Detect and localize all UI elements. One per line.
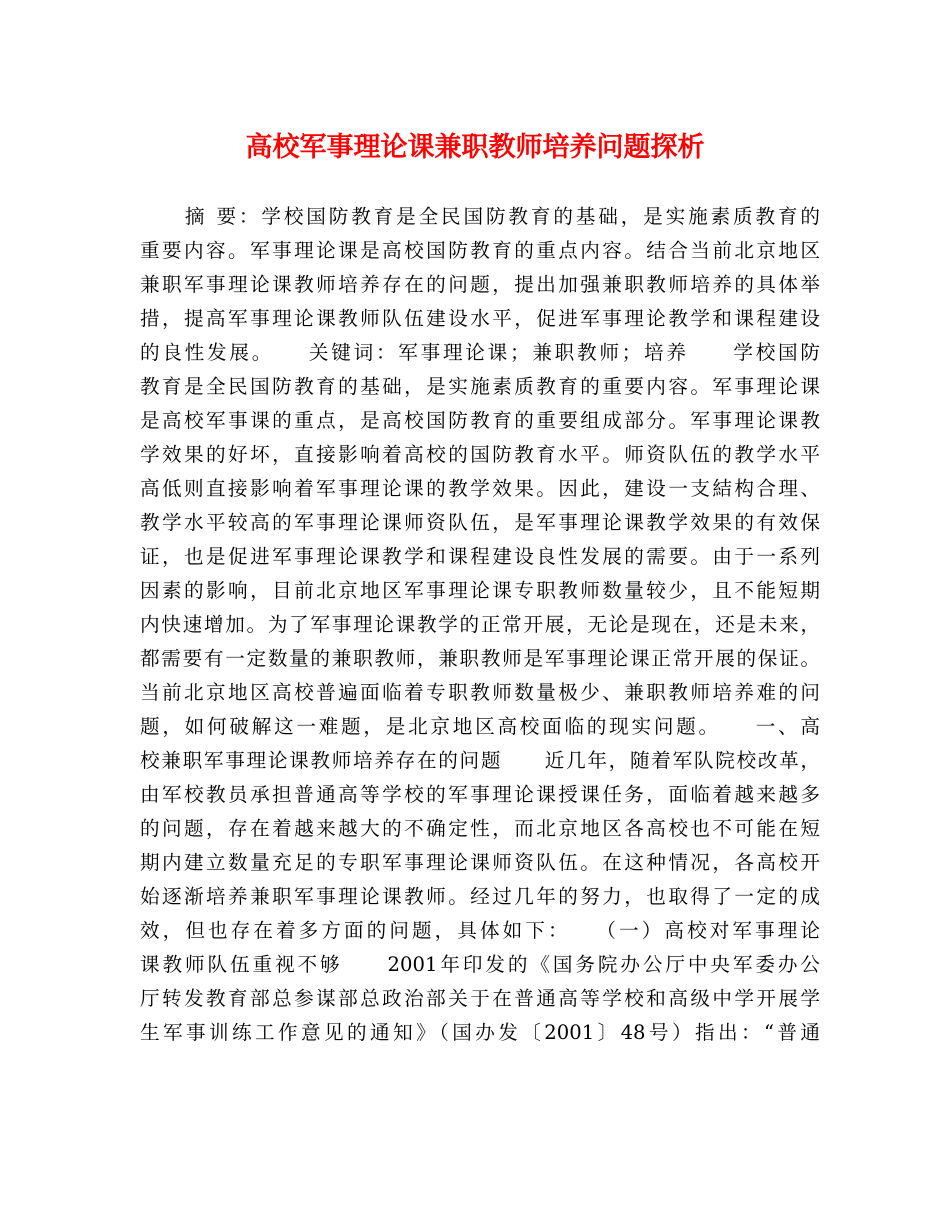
body-line: 当前北京地区高校普遍面临着专职教师数量极少、兼职教师培养难的问 xyxy=(140,681,820,704)
body-line: 生军事训练工作意见的通知》（国办发〔2001〕48号）指出：“普通 xyxy=(140,1021,820,1044)
body-line: 的良性发展。 关键词：军事理论课；兼职教师；培养 学校国防 xyxy=(140,341,820,364)
body-line: 学效果的好坏，直接影响着高校的国防教育水平。师资队伍的教学水平 xyxy=(140,443,820,466)
body-line: 课教师队伍重视不够 2001年印发的《国务院办公厅中央军委办公 xyxy=(140,953,820,976)
body-line: 高低则直接影响着军事理论课的教学效果。因此，建设一支結构合理、 xyxy=(140,477,820,500)
body-line: 都需要有一定数量的兼职教师，兼职教师是军事理论课正常开展的保证。 xyxy=(140,647,820,670)
body-line: 题，如何破解这一难题，是北京地区高校面临的现实问题。 一、高 xyxy=(140,715,820,738)
body-line: 因素的影响，目前北京地区军事理论课专职教师数量较少，且不能短期 xyxy=(140,579,820,602)
document-title: 高校军事理论课兼职教师培养问题探析 xyxy=(245,132,705,163)
body-line: 措，提高军事理论课教师队伍建设水平，促进军事理论教学和课程建设 xyxy=(140,307,820,330)
body-line: 内快速增加。为了军事理论课教学的正常开展，无论是现在，还是未来， xyxy=(140,613,820,636)
body-line: 教学水平较高的军事理论课师资队伍，是军事理论课教学效果的有效保 xyxy=(140,511,820,534)
body-line: 是高校军事课的重点，是高校国防教育的重要组成部分。军事理论课教 xyxy=(140,409,820,432)
body-line: 兼职军事理论课教师培养存在的问题，提出加强兼职教师培养的具体举 xyxy=(140,273,820,296)
body-line: 的问题，存在着越来越大的不确定性，而北京地区各高校也不可能在短 xyxy=(140,817,820,840)
body-line: 始逐渐培养兼职军事理论课教师。经过几年的努力，也取得了一定的成 xyxy=(140,885,820,908)
body-line: 证，也是促进军事理论课教学和课程建设良性发展的需要。由于一系列 xyxy=(140,545,820,568)
body-line: 由军校教员承担普通高等学校的军事理论课授课任务，面临着越来越多 xyxy=(140,783,820,806)
body-line: 重要内容。军事理论课是高校国防教育的重点内容。结合当前北京地区 xyxy=(140,239,820,262)
body-line: 教育是全民国防教育的基础，是实施素质教育的重要内容。军事理论课 xyxy=(140,375,820,398)
body-line: 效，但也存在着多方面的问题，具体如下： （一）高校对军事理论 xyxy=(140,919,820,942)
body-line: 厅转发教育部总参谋部总政治部关于在普通高等学校和高级中学开展学 xyxy=(140,987,820,1010)
body-line: 期内建立数量充足的专职军事理论课师资队伍。在这种情况，各高校开 xyxy=(140,851,820,874)
body-line: 摘 要：学校国防教育是全民国防教育的基础，是实施素质教育的 xyxy=(140,205,820,228)
body-line: 校兼职军事理论课教师培养存在的问题 近几年，随着军队院校改革， xyxy=(140,749,820,772)
